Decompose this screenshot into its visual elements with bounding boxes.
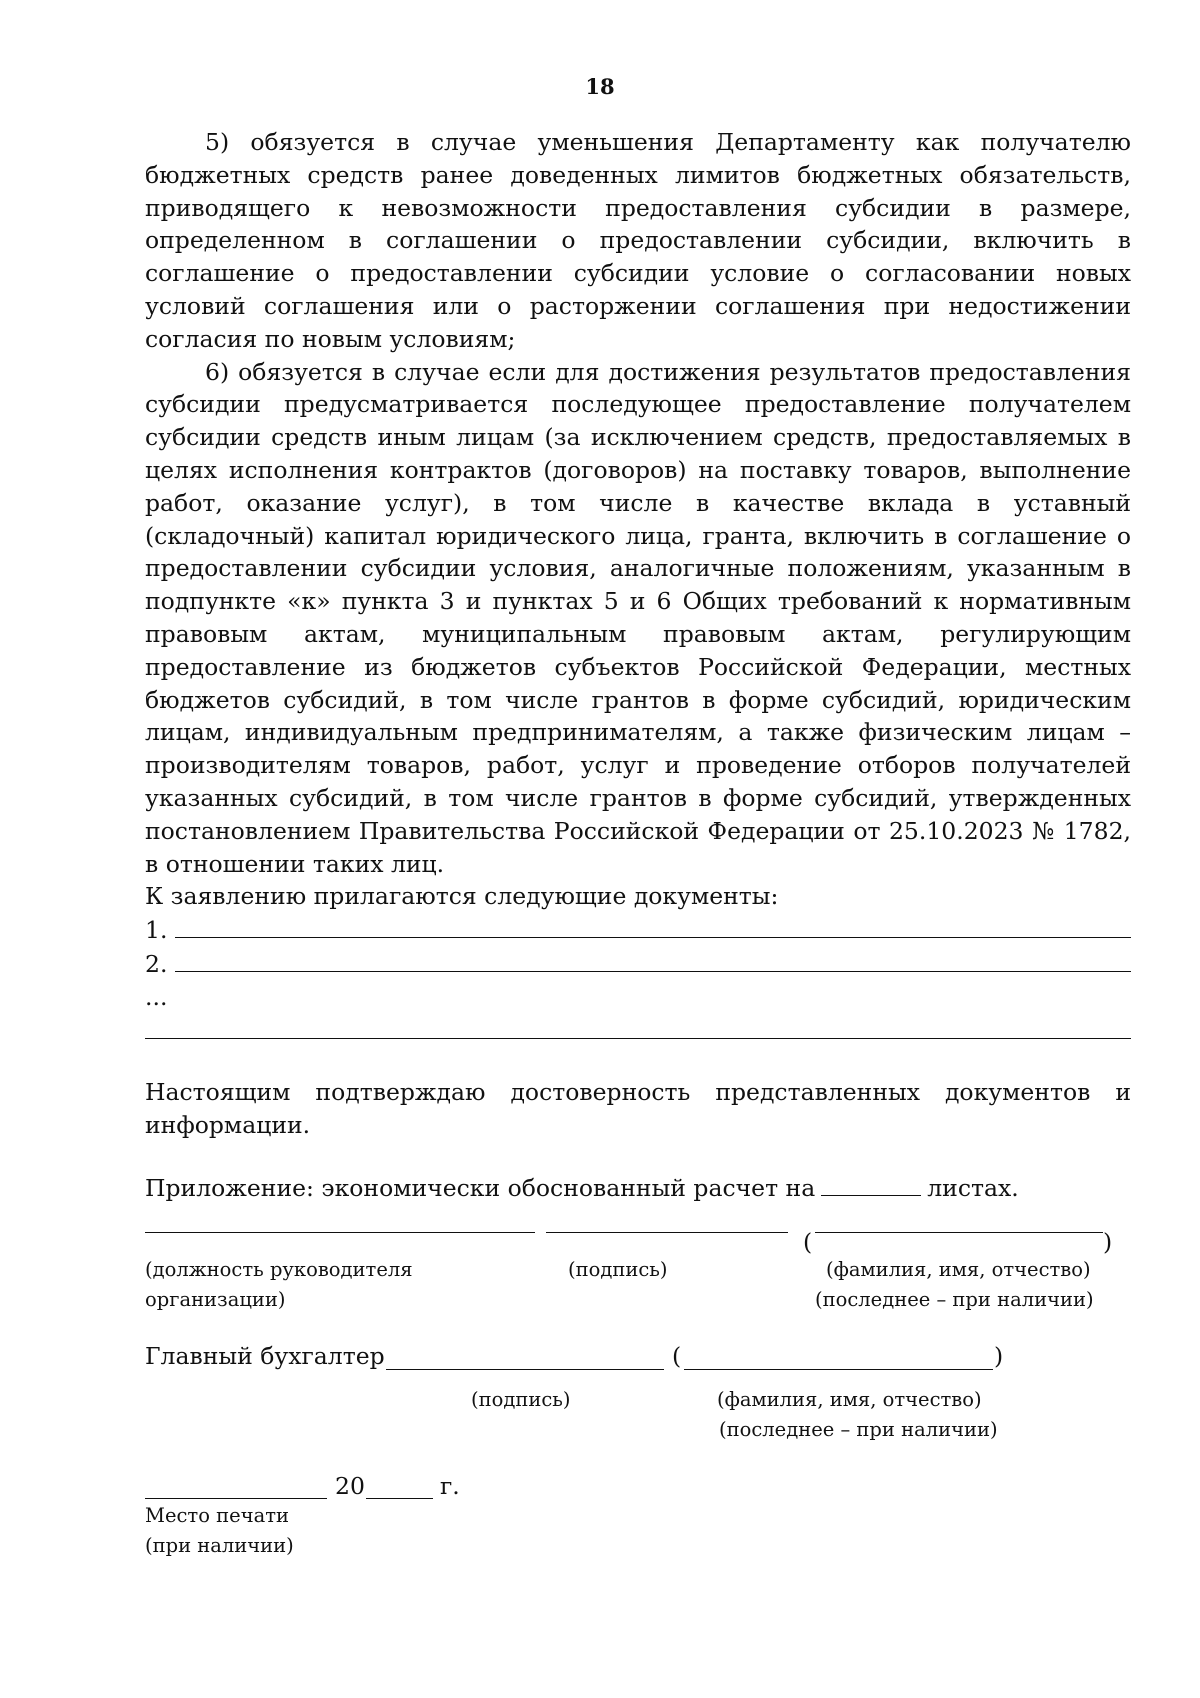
accountant-label: Главный бухгалтер	[145, 1342, 385, 1370]
appendix-line	[145, 1172, 1019, 1205]
document-blank-2	[175, 947, 1131, 972]
paragraph-6: 6) обязуется в случае если для достижения результатов предоставления субсидии предусматривается последующее предоставление получателем субсидии средств иным лицам (за исключением средств, предоставляемых в целях исполнения контрактов (договоров) на поставку товаров, выполнение работ, оказание услуг), в том числе в качестве вклада в уставный (складочный) капитал юридического лица, гранта, включить в соглашение о предоставлении субсидии условия, аналогичные положениям, указанным в подпункте «к» пункта 3 и пунктах 5 и 6 Общих требований к нормативным правовым актам, муниципальным правовым актам, регулирующим предоставление из бюджетов субъектов Российской Федерации, местных бюджетов субсидий, в том числе грантов в форме субсидий, юридическим лицам, индивидуальным предпринимателям, а также физическим лицам – производителям товаров, работ, услуг и проведение отборов получателей указанных субсидий, в том числе грантов в форме субсидий, утвержденных постановлением Правительства Российской Федерации от 25.10.2023 № 1782, в отношении таких лиц.	[145, 357, 1131, 878]
appendix-suffix: листах.	[927, 1174, 1019, 1202]
document-ellipsis: ...	[145, 982, 168, 1011]
date-year-line	[366, 1498, 433, 1499]
document-line-1	[145, 913, 1131, 947]
stamp-caption-2: (при наличии)	[145, 1534, 294, 1557]
accountant-name-caption-1: (фамилия, имя, отчество)	[717, 1388, 982, 1411]
paragraph-5: 5) обязуется в случае уменьшения Департаменту как получателю бюджетных средств ранее доведенных лимитов бюджетных обязательств, приводящего к невозможности предоставления субсидии в размере, определенном в соглашении о предоставлении субсидии, включить в соглашение о предоставлении субсидии условие о согласовании новых условий соглашения или о расторжении соглашения при недостижении согласия по новым условиям;	[145, 128, 1131, 353]
body-text	[145, 126, 1131, 1039]
appendix-text: Приложение: экономически обоснованный расчет на	[145, 1174, 816, 1202]
page-number: 18	[585, 74, 615, 99]
head-signature-caption: (подпись)	[568, 1258, 668, 1281]
accountant-name-close-paren: )	[994, 1342, 1004, 1370]
head-name-line	[815, 1232, 1103, 1233]
document-blank-1	[175, 913, 1131, 938]
accountant-name-caption-2: (последнее – при наличии)	[719, 1418, 998, 1441]
head-position-caption-1: (должность руководителя	[145, 1258, 413, 1281]
head-signature-line	[546, 1232, 788, 1233]
document-line-2	[145, 947, 1131, 981]
date-suffix: г.	[440, 1472, 460, 1500]
documents-intro: К заявлению прилагаются следующие документы:	[145, 882, 779, 911]
head-name-open-paren: (	[803, 1228, 813, 1256]
head-name-close-paren: )	[1103, 1228, 1113, 1256]
stamp-caption-1: Место печати	[145, 1504, 289, 1527]
document-blank-extra	[145, 1014, 1131, 1039]
accountant-name-line	[684, 1369, 993, 1370]
head-name-caption-1: (фамилия, имя, отчество)	[826, 1258, 1091, 1281]
head-name-caption-2: (последнее – при наличии)	[815, 1288, 1094, 1311]
date-day-month-line	[145, 1498, 327, 1499]
accountant-signature-caption: (подпись)	[471, 1388, 571, 1411]
document-number-1: 1.	[145, 916, 168, 945]
document-number-2: 2.	[145, 949, 168, 978]
head-position-line	[145, 1232, 535, 1233]
appendix-pages-blank	[821, 1173, 921, 1196]
date-century: 20	[335, 1472, 365, 1500]
accountant-signature-line	[386, 1369, 664, 1370]
confirmation-statement: Настоящим подтверждаю достоверность представленных документов и информации.	[145, 1078, 1131, 1139]
head-position-caption-2: организации)	[145, 1288, 286, 1311]
accountant-name-open-paren: (	[672, 1342, 682, 1370]
